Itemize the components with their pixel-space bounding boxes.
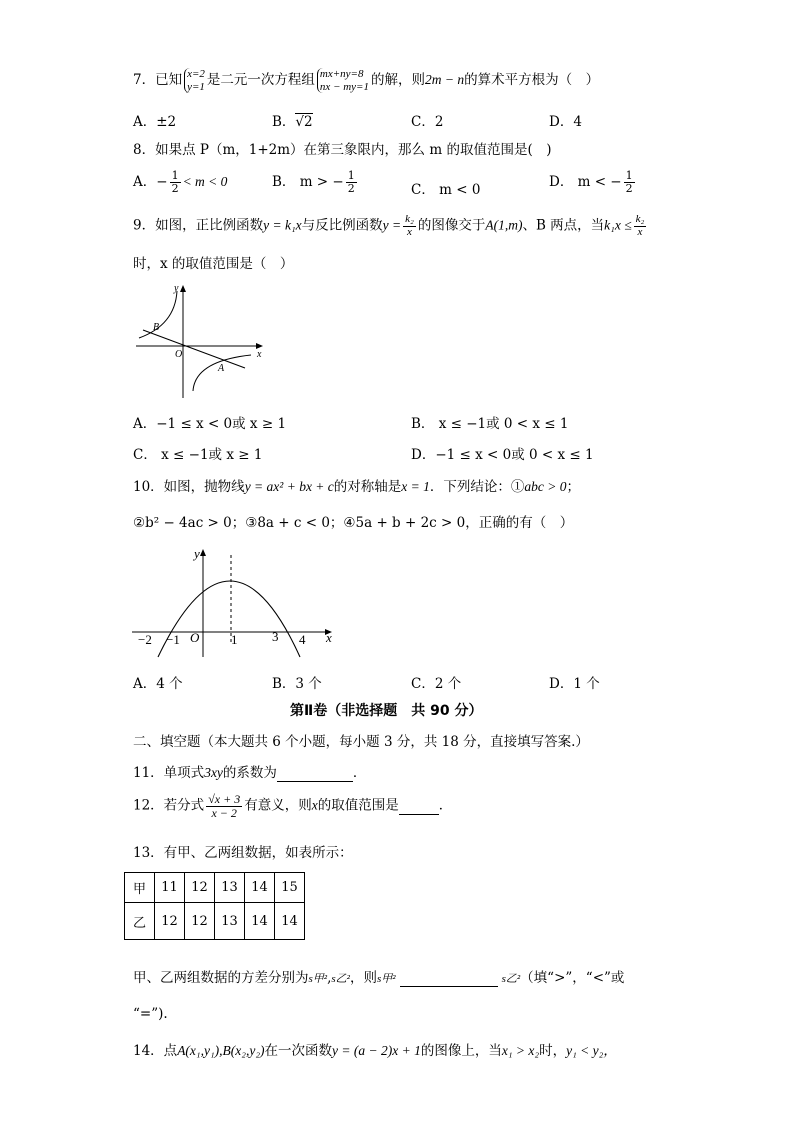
q13-data-table [124, 872, 305, 940]
q13-s-yi: s乙² [331, 973, 350, 985]
q7-sol-y: y=1 [187, 80, 205, 93]
q10-option-d[interactable] [549, 672, 600, 692]
q7-line [133, 68, 599, 93]
frac-den: 2 [171, 182, 179, 195]
table-cell: 12 [185, 873, 215, 903]
table-cell: 14 [245, 873, 275, 903]
q7-option-b-text: B． [272, 114, 296, 130]
q12-tail: 有意义，则 [244, 797, 312, 814]
table-cell: 14 [275, 903, 305, 940]
table-row [125, 873, 305, 903]
table-cell: 13 [215, 903, 245, 940]
q8-line [133, 142, 551, 158]
q11-tail: 的系数为 [222, 765, 277, 781]
q7-expr: 2m − n [424, 72, 465, 88]
q9-option-a[interactable] [133, 412, 286, 432]
q7-end: 的算术平方根为（ ） [464, 72, 600, 89]
q9-eq1: y = k₁x [263, 217, 302, 233]
table-cell: 13 [215, 873, 245, 903]
table-row [125, 903, 305, 940]
q9-option-d[interactable] [411, 443, 594, 463]
q9-text1: 9．如图，正比例函数 [133, 217, 264, 234]
q10-eq: y = ax² + bx + c [244, 479, 334, 494]
q8-option-d[interactable] [549, 170, 637, 195]
q7-option-d[interactable] [549, 110, 582, 130]
q13-s-jia-2: s甲² [376, 973, 396, 985]
q13-answer-blank[interactable] [400, 970, 498, 987]
q14-text4: 时， [539, 1043, 567, 1059]
q10-option-a[interactable] [133, 672, 183, 692]
q7-option-a[interactable] [133, 110, 176, 130]
q10-label-x: x [326, 630, 332, 645]
q7-option-d-text: D．4 [549, 114, 582, 130]
q14-text2: 在一次函数 [264, 1043, 333, 1059]
q8-option-a-tail: < m < 0 [182, 174, 228, 189]
q9-label-b: B [153, 322, 160, 333]
q7-system [317, 68, 369, 93]
q12-den: x − 2 [211, 805, 237, 820]
q12-answer-blank[interactable] [399, 798, 439, 815]
q9-point-a: A(1,m) [485, 217, 523, 233]
q10-axis: x = 1 [401, 479, 430, 494]
q10-sep1: ； [566, 479, 581, 495]
frac-den: 2 [625, 182, 633, 195]
q12-frac [206, 793, 242, 819]
q10-y-arrow [200, 549, 206, 556]
q8-option-b-prefix: B． m > − [272, 174, 344, 190]
q10-text1: 10．如图，抛物线 [133, 479, 245, 495]
q9-label-x: x [257, 349, 262, 360]
q9-line1 [133, 214, 648, 238]
q9-eq2-frac [403, 214, 416, 238]
q9-eq2-lhs: y = [382, 217, 402, 233]
q14-eq: y = (a − 2)x + 1 [332, 1043, 421, 1058]
q9-option-c[interactable] [133, 443, 262, 463]
q13-line [133, 845, 353, 861]
table-cell-label: 甲 [125, 873, 155, 903]
q8-option-b[interactable] [272, 170, 359, 195]
q7-option-c-text: C．2 [411, 114, 444, 130]
q10-label-neg2: −2 [138, 632, 152, 647]
frac-den: 2 [347, 182, 355, 195]
q9-text4: 、B 两点，当 [522, 217, 605, 234]
q10-line2 [133, 515, 573, 531]
q8-option-c-text: C． m < 0 [411, 182, 481, 198]
q10-option-c[interactable] [411, 672, 461, 692]
frac-num: k₂ [405, 213, 414, 225]
q9-graph [133, 283, 273, 403]
q10-line2-text: ②b² − 4ac > 0；③8a + c < 0；④5a + b + 2c > 0，正确的有（ ） [133, 515, 574, 531]
q12-text: 12．若分式 [133, 797, 205, 814]
q10-option-b-text: B．3 个 [272, 676, 322, 692]
q9-cond-frac [634, 214, 647, 238]
q7-eq2: nx − my=1 [319, 80, 369, 93]
q9-line-graph [143, 330, 245, 368]
table-cell: 15 [275, 873, 305, 903]
q9-y-arrow [180, 285, 186, 292]
q13-line3 [133, 1006, 168, 1022]
q9-option-c-text: C． x ≤ −1或 x ≥ 1 [133, 447, 263, 463]
q9-text2: 与反比例函数 [301, 217, 383, 234]
q10-option-d-text: D．1 个 [549, 676, 600, 692]
q9-option-b-text: B． x ≤ −1或 0 < x ≤ 1 [411, 416, 569, 432]
q7-eq1: mx+ny=8 [319, 68, 364, 80]
q13-line2-text: “=”). [133, 1006, 168, 1022]
q13-line1a: 甲、乙两组数据的方差分别为 [133, 970, 309, 986]
q13-comma: , [327, 970, 332, 986]
q12-num: √x + 3 [208, 792, 241, 806]
q13-s-yi-2: s乙² [501, 973, 521, 985]
q9-option-d-text: D．−1 ≤ x < 0或 0 < x ≤ 1 [411, 447, 594, 463]
q12-tail2: 的取值范围是 [317, 797, 399, 814]
q7-mid: 是二元一次方程组 [206, 72, 315, 89]
frac-den: x [637, 225, 643, 238]
q11-text: 11．单项式 [133, 765, 205, 781]
q10-text3: ．下列结论：① [429, 479, 525, 495]
table-cell: 12 [155, 903, 185, 940]
q8-option-a[interactable] [133, 170, 227, 195]
q10-option-c-text: C．2 个 [411, 676, 462, 692]
table-cell: 11 [155, 873, 185, 903]
table-cell: 14 [245, 903, 275, 940]
q10-label-3: 3 [272, 629, 279, 644]
q12-end: ． [438, 797, 453, 814]
q10-label-neg1: −1 [166, 632, 180, 647]
frac-num: k₂ [635, 213, 645, 225]
q7-option-b-math: √2 [295, 114, 313, 130]
q10-label-y: y [194, 546, 200, 561]
q14-points: A(x₁,y₁),B(x₂,y₂) [177, 1043, 265, 1058]
q10-label-4: 4 [299, 632, 306, 647]
q9-option-b[interactable] [411, 412, 569, 432]
q14-res: y₁ < y₂， [566, 1043, 617, 1058]
frac-num: 1 [171, 169, 179, 183]
q10-label-o: O [190, 630, 200, 645]
q13-s-jia: s甲² [308, 973, 328, 985]
q8-option-a-prefix: A．− [133, 174, 168, 190]
q9-text3: 的图像交于 [417, 217, 486, 234]
q11-end: ． [352, 765, 367, 781]
q7-option-c[interactable] [411, 110, 443, 130]
q10-text2: 的对称轴是 [333, 479, 402, 495]
q10-label-1: 1 [231, 632, 238, 647]
q8-option-d-prefix: D． m < − [549, 174, 622, 190]
q8-option-d-frac [624, 170, 635, 194]
q10-c1: abc > 0 [524, 479, 567, 494]
q8-option-b-frac [346, 170, 357, 194]
q11-answer-blank[interactable] [277, 765, 353, 782]
section2-title: 第Ⅱ卷（非选择题 共 90 分） [290, 703, 483, 719]
q11-expr: 3xy [204, 765, 223, 780]
q10-graph [130, 545, 345, 660]
q13-line1c: （填“>”，“<”或 [520, 970, 625, 986]
q9-text5: 时，x 的取值范围是（ ） [133, 256, 294, 272]
q13-line1b: ，则 [349, 970, 377, 986]
q13-line2 [133, 970, 624, 987]
q14-text1: 14．点 [133, 1043, 178, 1059]
q14-cond: x₁ > x₂ [501, 1043, 540, 1058]
q10-option-a-text: A．4 个 [133, 676, 183, 692]
q8-option-c[interactable] [411, 178, 480, 198]
table-cell-label: 乙 [125, 903, 155, 940]
q11-line [133, 765, 366, 782]
q12-line [133, 793, 452, 819]
q7-sol-x: x=2 [187, 68, 205, 80]
q9-line2 [133, 256, 293, 272]
q14-text3: 的图像上，当 [420, 1043, 502, 1059]
q9-label-y: y [174, 283, 179, 294]
frac-num: 1 [625, 169, 633, 183]
q8-text: 8．如果点 P（m，1+2m）在第三象限内，那么 m 的取值范围是( ) [133, 142, 552, 158]
section2-heading: 二、填空题（本大题共 6 个小题，每小题 3 分，共 18 分，直接填写答案.） [133, 734, 589, 750]
q10-option-b[interactable] [272, 672, 322, 692]
q7-option-b[interactable] [272, 110, 313, 130]
q9-label-a: A [218, 363, 225, 374]
q14-line [133, 1043, 617, 1059]
q13-text: 13．有甲、乙两组数据，如表所示： [133, 845, 353, 861]
frac-den: x [407, 225, 412, 238]
q7-option-a-text: A．±2 [133, 114, 177, 130]
q7-solution [184, 68, 205, 93]
frac-num: 1 [347, 169, 355, 183]
q9-cond-lhs: k₁x ≤ [604, 217, 632, 233]
q12-var: x [311, 797, 318, 813]
q9-option-a-text: A．−1 ≤ x < 0或 x ≥ 1 [133, 416, 287, 432]
q9-label-o: O [175, 349, 183, 360]
q7-number: 7．已知 [133, 72, 183, 89]
q8-option-a-frac [170, 170, 181, 194]
table-cell: 12 [185, 903, 215, 940]
q7-tail: 的解，则 [370, 72, 425, 89]
q10-line1 [133, 479, 580, 495]
